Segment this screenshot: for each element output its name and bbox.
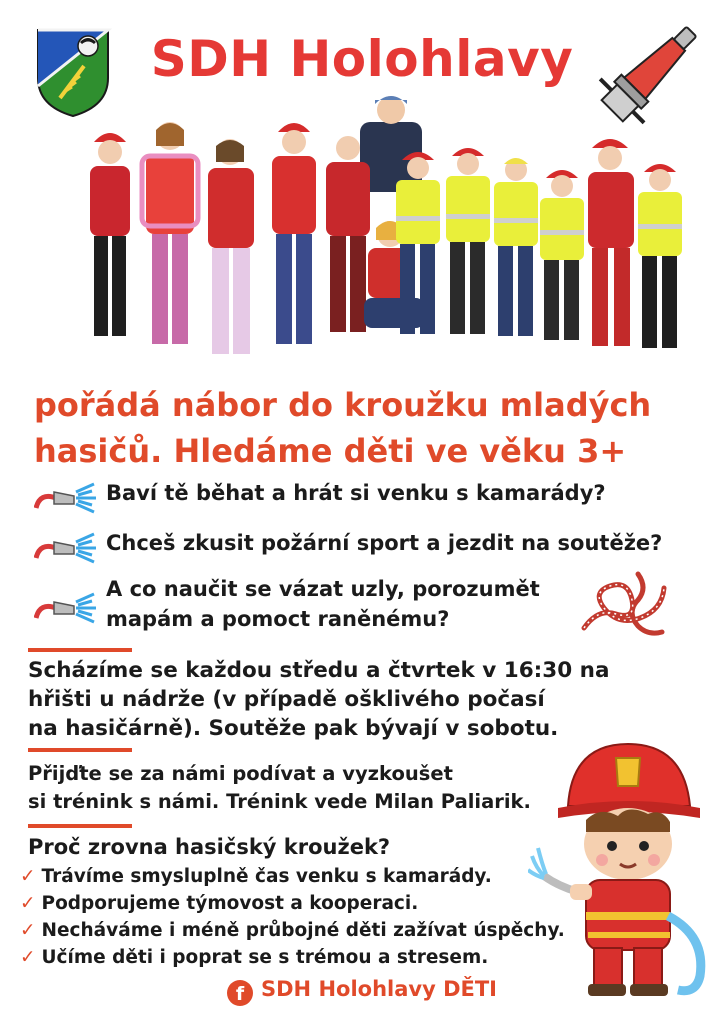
bullet-text (106, 574, 540, 634)
cartoon-firefighter-kid-icon (528, 736, 712, 998)
schedule-paragraph (28, 656, 668, 743)
section-divider (28, 748, 132, 752)
bullet-line: A co naučit se vázat uzly, porozumět (106, 577, 540, 601)
check-icon: ✓ (20, 920, 36, 941)
invite-line: Přijďte se za námi podívat a vyzkoušet (28, 762, 453, 785)
bullet-line: mapám a pomoct raněnému? (106, 607, 450, 631)
rope-knot-icon (578, 568, 670, 644)
water-hose-icon (34, 528, 98, 568)
why-heading: Proč zrovna hasičský kroužek? (28, 835, 391, 859)
check-icon: ✓ (20, 866, 36, 887)
check-icon: ✓ (20, 947, 36, 968)
list-item-text: Učíme děti i poprat se s trémou a stresem. (41, 947, 489, 968)
water-hose-icon (34, 588, 98, 628)
schedule-line: Scházíme se každou středu a čtvrtek v 16:30 na (28, 658, 610, 683)
water-hose-icon (34, 478, 98, 518)
schedule-line: na hasičárně). Soutěže pak bývají v sobotu. (28, 716, 559, 741)
group-photo-of-young-firefighters (60, 92, 700, 372)
check-icon: ✓ (20, 893, 36, 914)
facebook-icon: f (227, 980, 253, 1006)
bullet-text (106, 528, 662, 558)
section-divider (28, 648, 132, 652)
bullet-line: Chceš zkusit požární sport a jezdit na soutěže? (106, 531, 663, 555)
bullet-line: Baví tě běhat a hrát si venku s kamarády? (106, 481, 606, 505)
facebook-page-footer[interactable] (0, 974, 724, 1006)
recruitment-headline (34, 382, 694, 474)
facebook-page-name: SDH Holohlavy DĚTI (261, 977, 497, 1001)
invite-line: si trénink s námi. Trénink vede Milan Paliarik. (28, 790, 531, 813)
headline-line-2: hasičů. Hledáme děti ve věku 3+ (34, 432, 627, 470)
list-item-text: Podporujeme týmovost a kooperaci. (41, 893, 419, 914)
list-item-text: Trávíme smysluplně čas venku s kamarády. (41, 866, 492, 887)
page-title: SDH Holohlavy (150, 30, 574, 88)
list-item-text: Necháváme i méně průbojné děti zažívat úspěchy. (41, 920, 565, 941)
bullet-text (106, 478, 606, 508)
schedule-line: hřišti u nádrže (v případě ošklivého počasí (28, 687, 545, 712)
section-divider (28, 824, 132, 828)
headline-line-1: pořádá nábor do kroužku mladých (34, 386, 652, 424)
